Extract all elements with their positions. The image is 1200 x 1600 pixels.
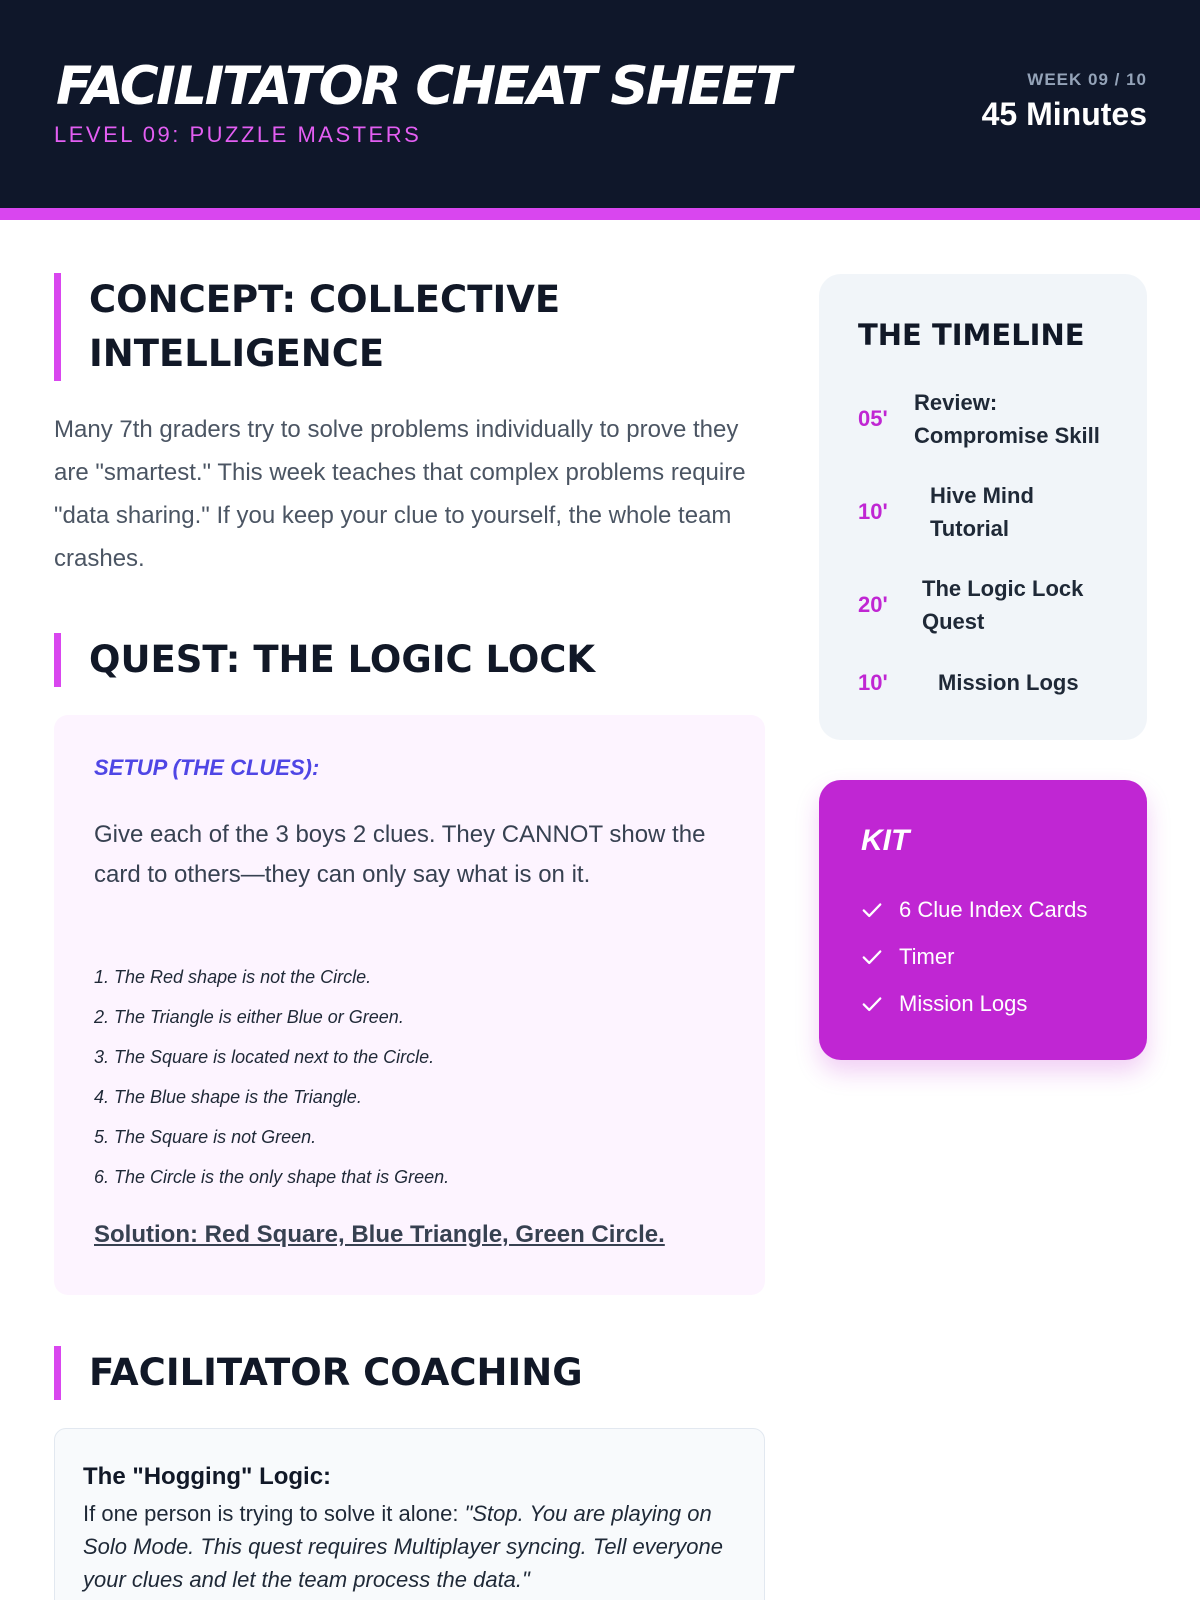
level-subtitle: LEVEL 09: PUZZLE MASTERS <box>54 122 422 147</box>
coaching-lead: If one person is trying to solve it alone: <box>83 1501 465 1526</box>
timeline-item <box>858 572 1102 638</box>
setup-text: Give each of the 3 boys 2 clues. They CANNOT show the card to others—they can only say what is on it. <box>94 821 706 888</box>
week-label: WEEK 09 / 10 <box>1027 70 1147 89</box>
kit-item-label: 6 Clue Index Cards <box>899 896 1088 922</box>
timeline-time: 05' <box>858 406 888 431</box>
page-title: FACILITATOR CHEAT SHEET <box>56 56 789 117</box>
timeline-time: 10' <box>858 499 888 524</box>
clue-item: 4. The Blue shape is the Triangle. <box>94 1087 362 1107</box>
timeline-item <box>858 386 1114 452</box>
header <box>0 0 1200 208</box>
coaching-card <box>54 1428 765 1600</box>
duration-label: 45 Minutes <box>981 96 1147 132</box>
kit-item <box>861 886 1087 933</box>
concept-body: Many 7th graders try to solve problems individually to prove they are "smartest." This week teaches that complex problems require "data sharing." If you keep your clue to yourself, the whole team crashes. <box>54 416 746 572</box>
concept-heading: CONCEPT: COLLECTIVE INTELLIGENCE <box>54 273 774 381</box>
kit-title: KIT <box>861 824 910 857</box>
timeline-time: 10' <box>858 669 888 695</box>
kit-item-label: Mission Logs <box>899 990 1028 1016</box>
timeline-item <box>858 479 1060 545</box>
coaching-text <box>83 1497 733 1596</box>
clue-item: 5. The Square is not Green. <box>94 1127 317 1147</box>
kit-list <box>861 886 1087 1027</box>
solution-text: Solution: Red Square, Blue Triangle, Green Circle. <box>94 1221 665 1248</box>
check-icon <box>861 946 883 968</box>
setup-label: SETUP (THE CLUES): <box>94 755 320 780</box>
clue-item: 3. The Square is located next to the Circle. <box>94 1047 435 1067</box>
kit-item <box>861 980 1087 1027</box>
timeline-item <box>858 666 1079 699</box>
clue-item: 6. The Circle is the only shape that is Green. <box>94 1167 450 1187</box>
timeline-label: Review: Compromise Skill <box>914 390 1100 448</box>
timeline-time: 20' <box>858 592 888 617</box>
timeline-label: Hive Mind Tutorial <box>930 483 1034 541</box>
check-icon <box>861 899 883 921</box>
quest-heading: QUEST: THE LOGIC LOCK <box>54 633 595 687</box>
kit-item <box>861 933 1087 980</box>
quest-card <box>54 715 765 1295</box>
clue-list <box>94 957 734 1197</box>
timeline-label: The Logic Lock Quest <box>922 576 1084 634</box>
timeline-label: Mission Logs <box>938 670 1079 695</box>
clue-item: 1. The Red shape is not the Circle. <box>94 967 372 987</box>
timeline-title: THE TIMELINE <box>858 318 1085 352</box>
check-icon <box>861 993 883 1015</box>
coaching-quote: "Stop. You are playing on Solo Mode. This quest requires Multiplayer syncing. Tell everyone your clues and let the team process the data." <box>83 1501 723 1592</box>
coaching-title: The "Hogging" Logic: <box>83 1463 332 1490</box>
kit-card <box>819 780 1147 1060</box>
clue-item: 2. The Triangle is either Blue or Green. <box>94 1007 404 1027</box>
kit-item-label: Timer <box>899 943 955 969</box>
coaching-heading: FACILITATOR COACHING <box>54 1346 583 1400</box>
timeline-card <box>819 274 1147 740</box>
header-accent-bar <box>0 208 1200 220</box>
